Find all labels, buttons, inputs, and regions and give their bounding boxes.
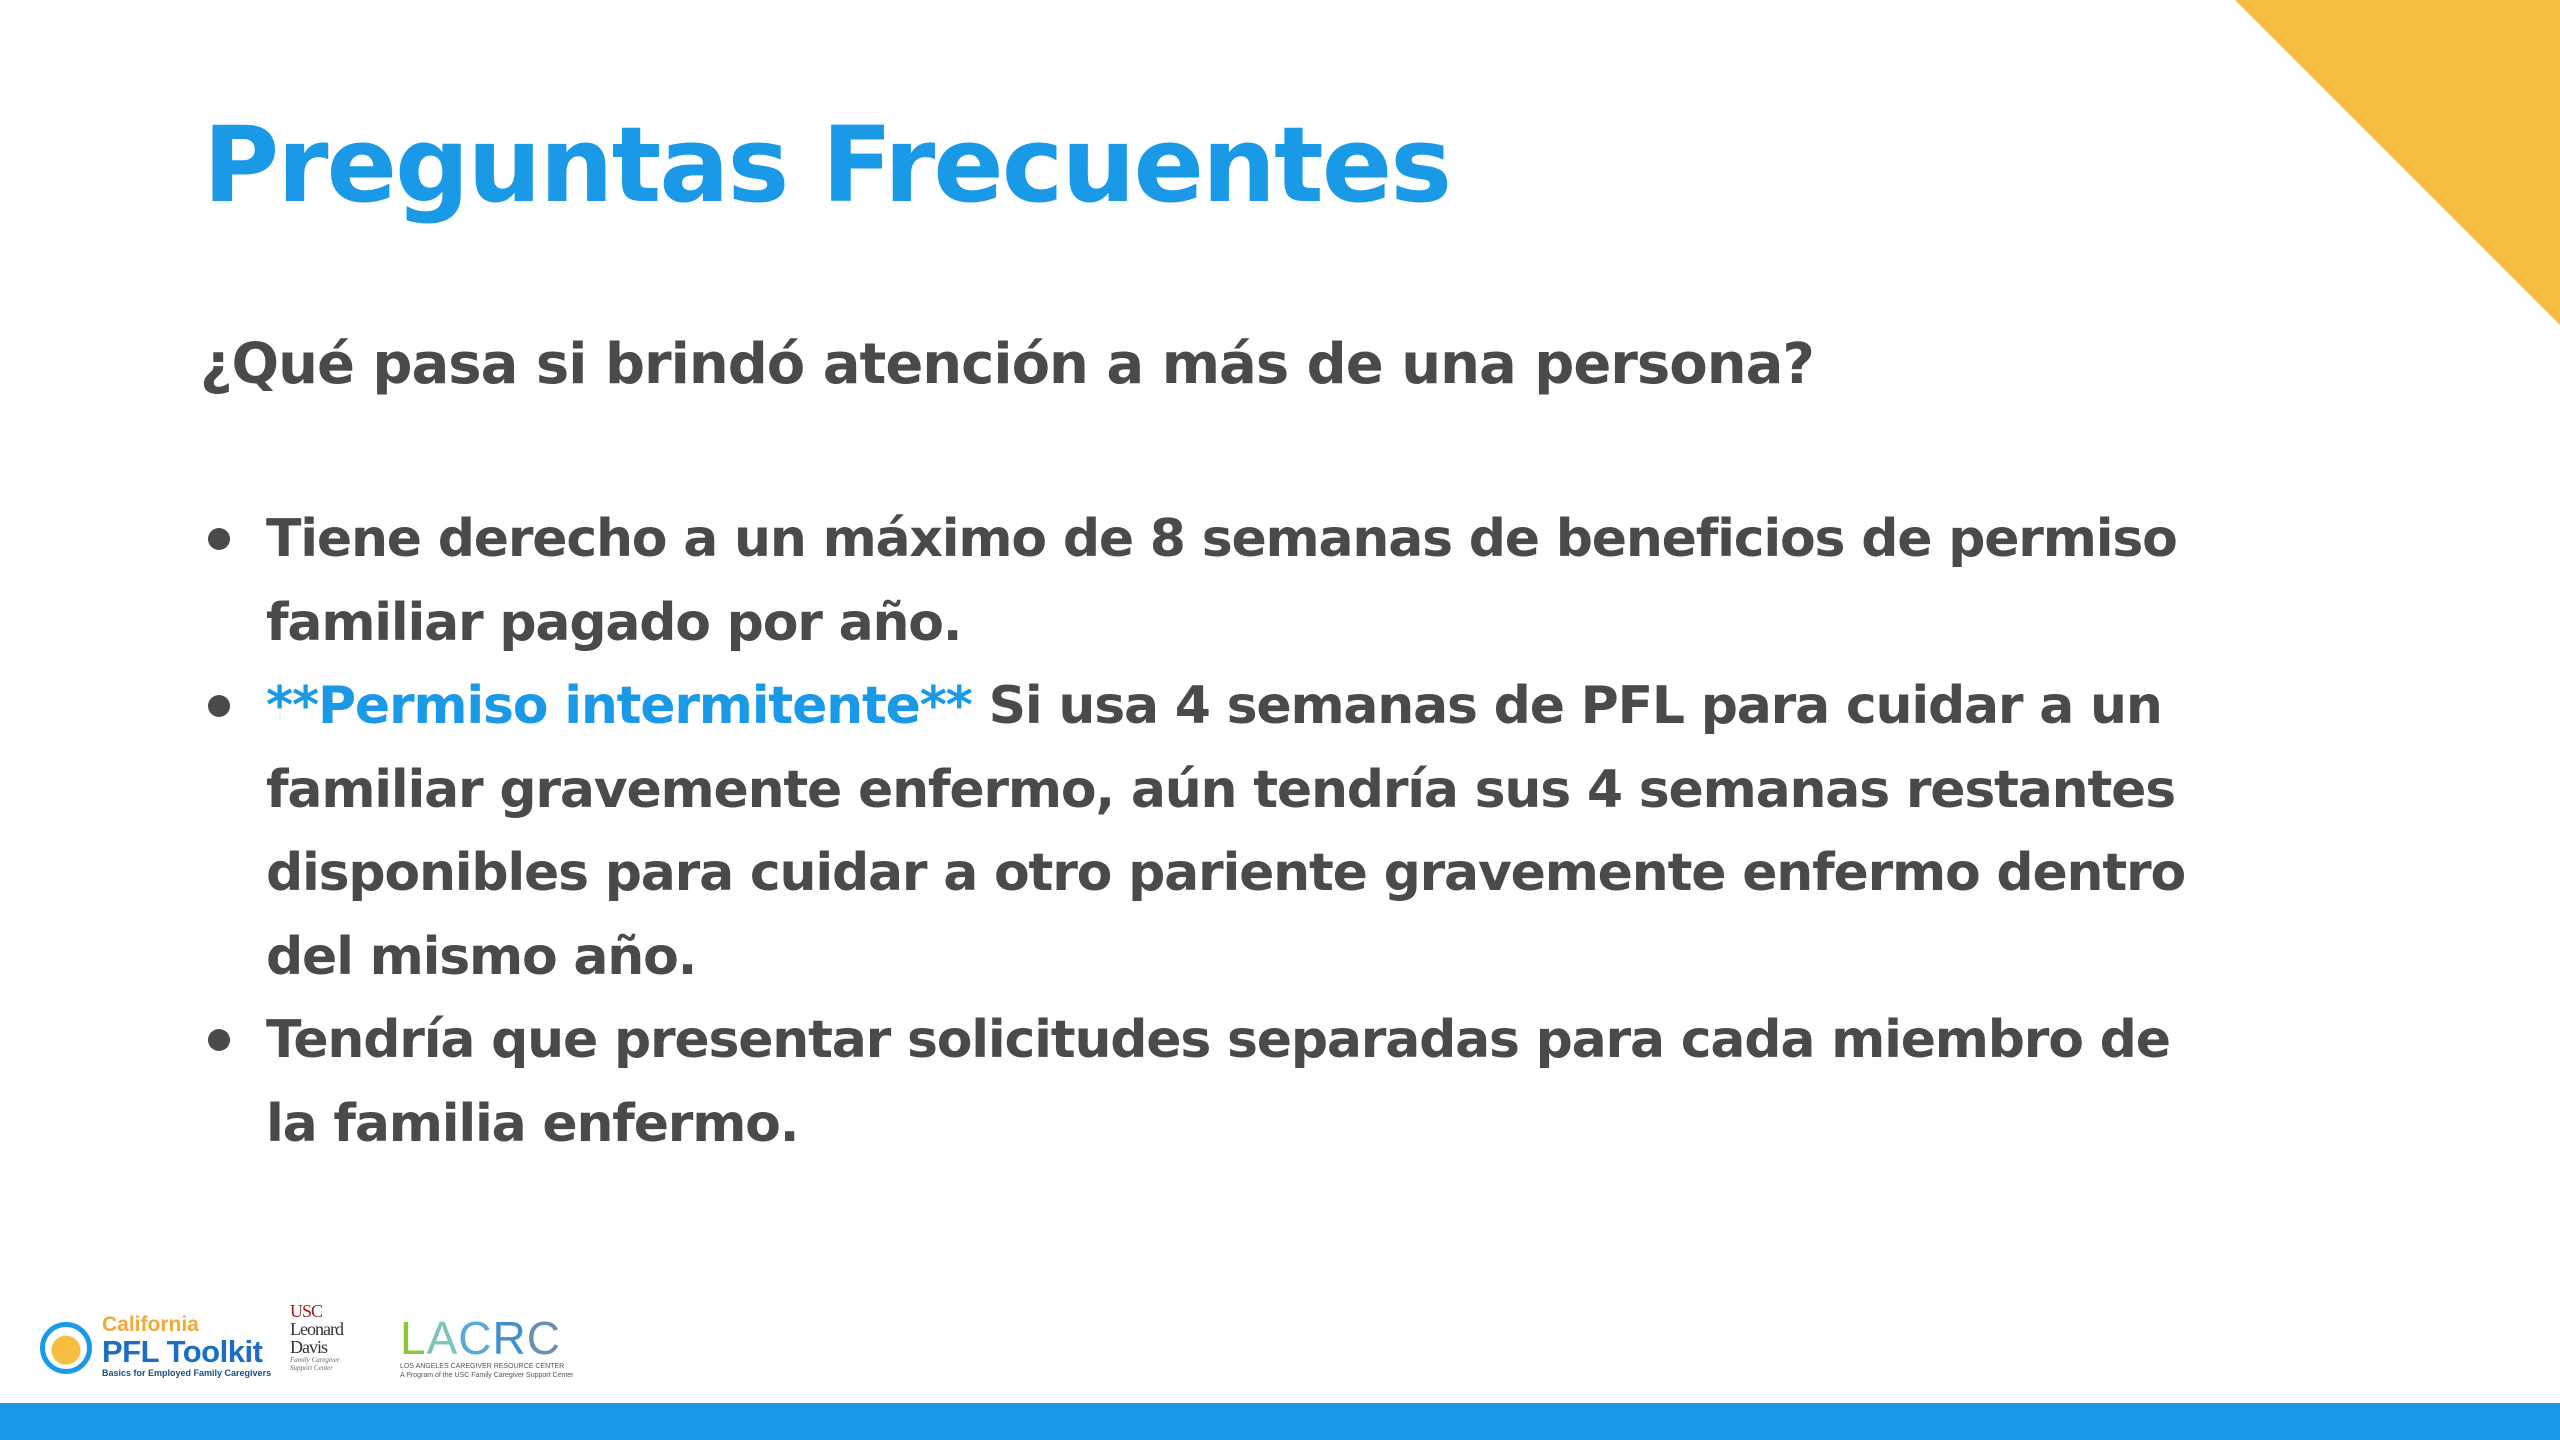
bullet-item	[200, 498, 2200, 665]
bullet-dot-icon	[208, 1029, 230, 1051]
usc-logo-line4: Family Caregiver	[290, 1356, 340, 1364]
pfl-logo-text	[102, 1314, 271, 1379]
bullet-item	[200, 665, 2200, 999]
bullet-dot-icon	[208, 528, 230, 550]
usc-leonard-davis-logo	[290, 1302, 370, 1382]
lacrc-letter: R	[492, 1312, 527, 1364]
lacrc-logo	[400, 1312, 574, 1384]
bullet-list	[200, 498, 2200, 1166]
corner-triangle-decoration	[2235, 0, 2560, 325]
bullet-text: Si usa 4 semanas de PFL para cuidar a un familiar gravemente enfermo, aún tendría sus 4 semanas restantes disponibles para cuidar a otro pariente gravemente enfermo dentro del mismo año.	[266, 676, 2185, 987]
pfl-logo-line2: PFL Toolkit	[102, 1334, 263, 1369]
lacrc-wordmark	[400, 1314, 560, 1362]
lacrc-subtitle: LOS ANGELES CAREGIVER RESOURCE CENTER	[400, 1363, 565, 1370]
pfl-logo-line1: California	[102, 1313, 199, 1336]
bullet-highlight: **Permiso intermitente**	[266, 676, 972, 736]
lacrc-letter: C	[458, 1312, 493, 1364]
slide-question: ¿Qué pasa si brindó atención a más de una persona?	[200, 332, 1814, 397]
bullet-text: Tendría que presentar solicitudes separadas para cada miembro de la familia enfermo.	[266, 1010, 2170, 1154]
lacrc-subtitle-small: A Program of the USC Family Caregiver Support Center	[400, 1372, 574, 1379]
usc-logo-line1: USC	[290, 1301, 323, 1321]
lacrc-letter: C	[526, 1312, 561, 1364]
slide-title: Preguntas Frecuentes	[203, 104, 1451, 226]
usc-logo-line2: Leonard	[290, 1319, 343, 1339]
pfl-logo-line3: Basics for Employed Family Caregivers	[102, 1368, 272, 1378]
pfl-toolkit-logo	[38, 1313, 272, 1384]
bullet-text: Tiene derecho a un máximo de 8 semanas de beneficios de permiso familiar pagado por año.	[266, 509, 2177, 653]
bullet-dot-icon	[208, 695, 230, 717]
bullet-item	[200, 999, 2200, 1166]
usc-logo-line5: Support Center	[290, 1364, 333, 1372]
lacrc-letter: A	[426, 1312, 459, 1364]
footer-logos	[38, 1300, 578, 1390]
usc-logo-line3: Davis	[290, 1337, 327, 1357]
pfl-emblem-icon	[40, 1322, 92, 1374]
lacrc-letter: L	[400, 1312, 427, 1364]
bottom-accent-bar	[0, 1403, 2560, 1440]
